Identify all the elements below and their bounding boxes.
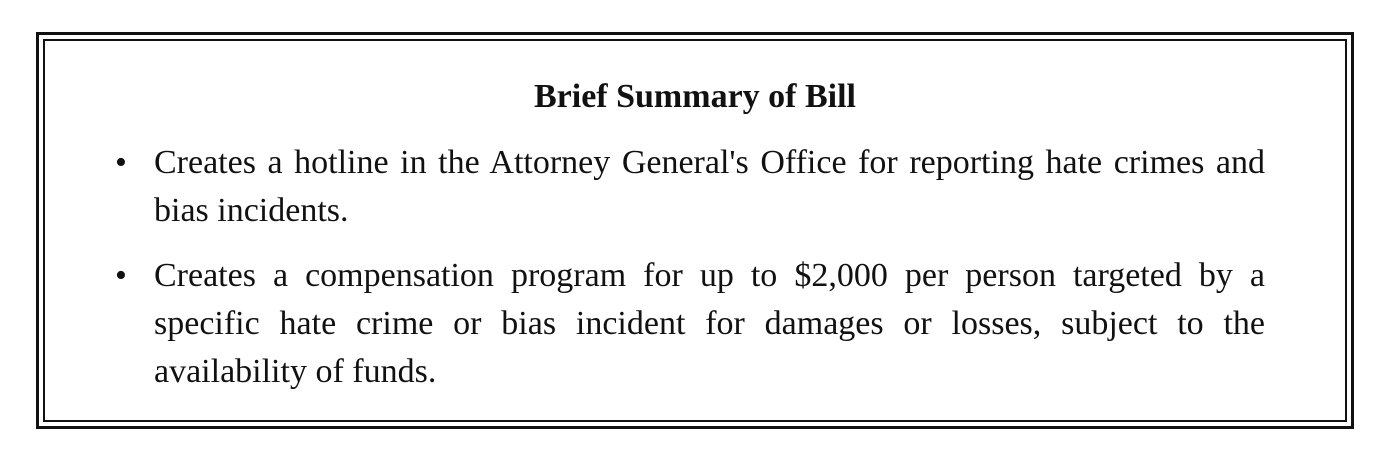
summary-box-outer-border	[36, 32, 1354, 429]
summary-box-inner-border	[43, 39, 1347, 422]
bullet-text-hotline: Creates a hotline in the Attorney General's Office for reporting hate crimes and bias incidents.	[154, 144, 1265, 229]
summary-bullet-list	[115, 139, 1265, 413]
bullet-icon: •	[115, 144, 127, 181]
bullet-icon: •	[115, 257, 127, 294]
bullet-text-compensation: Creates a compensation program for up to $2,000 per person targeted by a specific hate crime or bias incident for damages or losses, subject to the availability of funds.	[154, 257, 1265, 390]
bullet-item-hotline	[115, 139, 1265, 235]
summary-title: Brief Summary of Bill	[533, 78, 857, 115]
bullet-item-compensation	[115, 252, 1265, 396]
